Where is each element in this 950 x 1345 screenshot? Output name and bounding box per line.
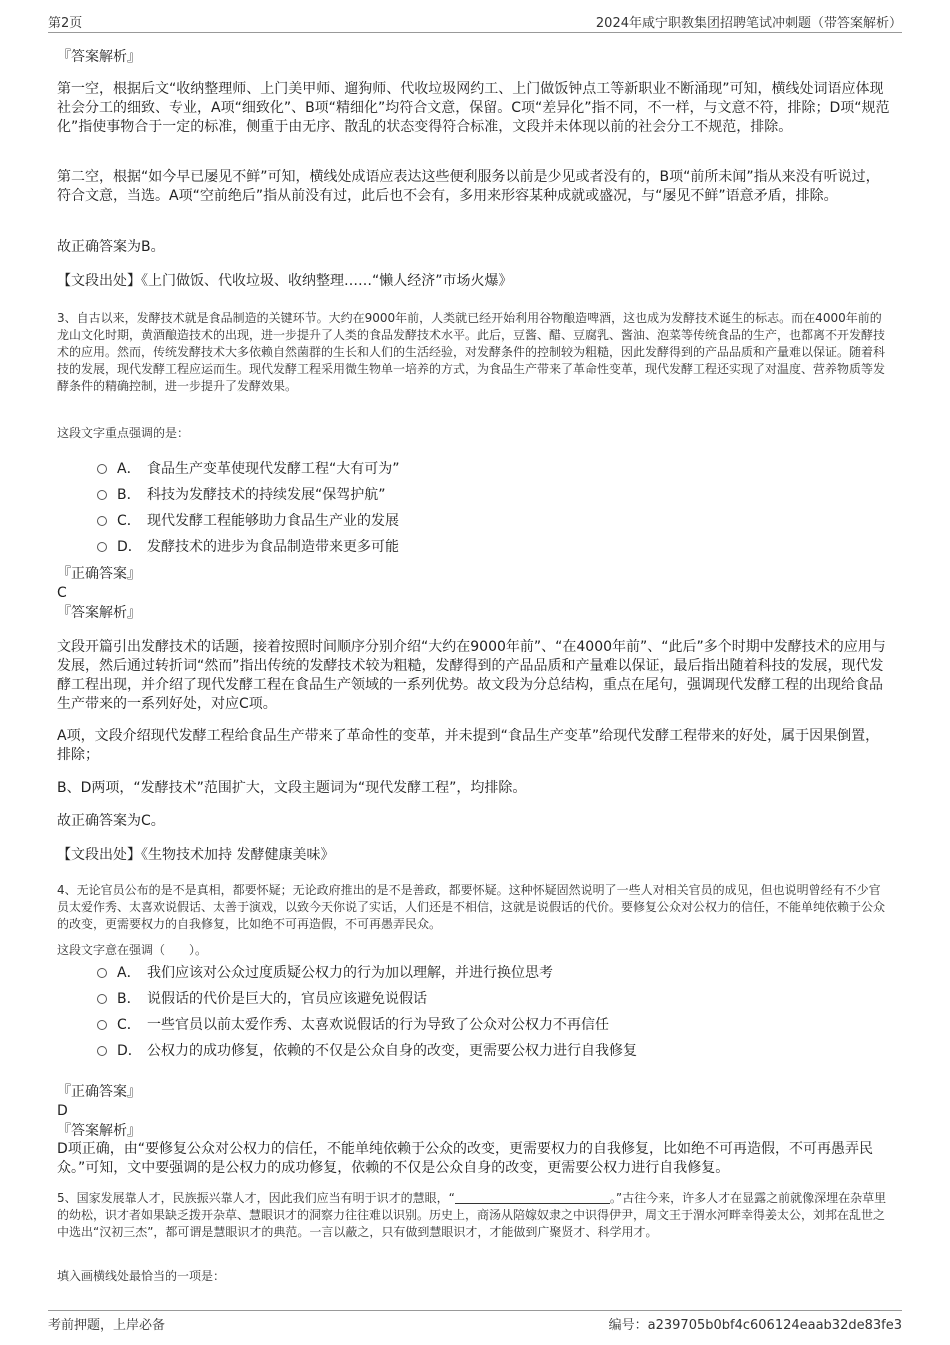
q3-analysis-p2: A项，文段介绍现代发酵工程给食品生产带来了革命性的变革，并未提到“食品生产变革”给现代发酵工程带来的好处，属于因果倒置，排除； (57, 728, 880, 763)
q3-answer: C (57, 585, 67, 601)
radio-icon[interactable] (97, 464, 107, 474)
q2-analysis-p1: 第一空，根据后文“收纳整理师、上门美甲师、遛狗师、代收垃圾网约工、上门做饭钟点工等新职业不断涌现”可知，横线处词语应体现社会分工的细致、专业，A项“细致化”、B项“精细化”均符合文意，保留。C项“差异化”指不同，不一样，与文意不符，排除；D项“规范化”指使事物合于一定的标准，侧重于由无序、散乱的状态变得符合标准，文段并未体现以前的社会分工不规范，排除。 (57, 81, 890, 135)
q3-prompt: 这段文字重点强调的是： (57, 426, 190, 440)
q3-option-a[interactable]: A． 食品生产变革使现代发酵工程“大有可为” (97, 460, 400, 479)
q4-analysis-label: 『答案解析』 (57, 1123, 141, 1139)
header-divider (48, 32, 902, 33)
q4-analysis-p1: D项正确，由“要修复公众对公权力的信任，不能单纯依赖于公众的改变，更需要权力的自我修复，比如绝不可再造假，不可再愚弄民众。”可知，文中要强调的是公权力的成功修复，依赖的不仅是公众自身的改变，更需要公权力进行自我修复。 (57, 1141, 874, 1176)
q3-conclusion: 故正确答案为C。 (57, 813, 165, 829)
radio-icon[interactable] (97, 994, 107, 1004)
document-title: 2024年咸宁职教集团招聘笔试冲刺题（带答案解析） (595, 16, 902, 31)
q3-analysis-p1: 文段开篇引出发酵技术的话题，接着按照时间顺序分别介绍“大约在9000年前”、“在4000年前”、“此后”多个时期中发酵技术的应用与发展，然后通过转折词“然而”指出传统的发酵技术较为粗糙，发酵得到的产品品质和产量难以保证，最后指出随着科技的发展，现代发酵工程出现，并介绍了现代发酵工程在食品生产领域的一系列优势。故文段为分总结构，重点在尾句，强调现代发酵工程的出现给食品生产带来的一系列好处，对应C项。 (57, 639, 886, 712)
page-header (48, 12, 902, 32)
radio-icon[interactable] (97, 968, 107, 978)
q3-option-d[interactable]: D． 发酵技术的进步为食品制造带来更多可能 (97, 538, 399, 557)
q4-answer: D (57, 1103, 68, 1119)
footer-slogan: 考前押题，上岸必备 (48, 1318, 166, 1333)
q2-source: 【文段出处】《上门做饭、代收垃圾、收纳整理……“懒人经济”市场火爆》 (57, 273, 513, 289)
q4-option-c[interactable]: C． 一些官员以前太爱作秀、太喜欢说假话的行为导致了公众对公权力不再信任 (97, 1016, 609, 1035)
document-id: 编号：a239705b0bf4c606124eaab32de83fe3 (608, 1318, 902, 1333)
fill-blank (455, 1191, 610, 1204)
q2-analysis-p2: 第二空，根据“如今早已屡见不鲜”可知，横线处成语应表达这些便利服务以前是少见或者没有的，B项“前所未闻”指从来没有听说过，符合文意，当选。A项“空前绝后”指从前没有过，此后也不会有，多用来形容某种成就或盛况，与“屡见不鲜”语意矛盾，排除。 (57, 169, 880, 204)
radio-icon[interactable] (97, 516, 107, 526)
radio-icon[interactable] (97, 1020, 107, 1030)
q3-source: 【文段出处】《生物技术加持 发酵健康美味》 (57, 847, 335, 863)
q4-option-d[interactable]: D． 公权力的成功修复，依赖的不仅是公众自身的改变，更需要公权力进行自我修复 (97, 1042, 637, 1061)
q5-prompt: 填入画横线处最恰当的一项是： (57, 1269, 226, 1283)
q2-conclusion: 故正确答案为B。 (57, 239, 165, 255)
page-footer (48, 1314, 902, 1334)
q3-answer-label: 『正确答案』 (57, 566, 141, 582)
q2-analysis-label: 『答案解析』 (57, 49, 141, 65)
q3-option-c[interactable]: C． 现代发酵工程能够助力食品生产业的发展 (97, 512, 399, 531)
q5-stem: 5、国家发展靠人才，民族振兴靠人才，因此我们应当有明于识才的慧眼，“ 。”古往今来，许多人才在显露之前就像深埋在杂草里的幼松，识才者如果缺乏拨开杂草、慧眼识才的洞察力往往难以识别。历史上，商汤从陪嫁奴隶之中识得伊尹，周文王于渭水河畔幸得姜太公，刘邦在乱世之中选出“汉初三杰”，都可谓是慧眼识才的典范。一言以蔽之，只有做到慧眼识才，才能做到广聚贤才、科学用才。 (57, 1191, 887, 1239)
q4-stem: 4、无论官员公布的是不是真相，都要怀疑；无论政府推出的是不是善政，都要怀疑。这种怀疑固然说明了一些人对相关官员的成见，但也说明曾经有不少官员太爱作秀、太喜欢说假话、太善于演戏，以致今天你说了实话，人们还是不相信，这就是说假话的代价。要修复公众对公权力的信任，不能单纯依赖于公众的改变，更需要权力的自我修复，比如绝不可再造假，不可再愚弄民众。 (57, 883, 886, 931)
q3-analysis-label: 『答案解析』 (57, 605, 141, 621)
radio-icon[interactable] (97, 1046, 107, 1056)
footer-divider (48, 1310, 902, 1311)
radio-icon[interactable] (97, 490, 107, 500)
q3-option-b[interactable]: B． 科技为发酵技术的持续发展“保驾护航” (97, 486, 386, 505)
q4-answer-label: 『正确答案』 (57, 1084, 141, 1100)
q3-stem: 3、自古以来，发酵技术就是食品制造的关键环节。大约在9000年前，人类就已经开始利用谷物酿造啤酒，这也成为发酵技术诞生的标志。而在4000年前的龙山文化时期，黄酒酿造技术的出现，进一步提升了人类的食品发酵技术水平。此后，豆酱、醋、豆腐乳、酱油、泡菜等传统食品的生产，也都离不开发酵技术的应用。然而，传统发酵技术大多依赖自然菌群的生长和人们的生活经验，对发酵条件的控制较为粗糙，因此发酵得到的产品品质和产量难以保证。随着科技的发展，现代发酵工程应运而生。现代发酵工程采用微生物单一培养的方式，为食品生产带来了革命性变革，现代发酵工程还实现了对温度、营养物质等发酵条件的精确控制，进一步提升了发酵效果。 (57, 311, 886, 393)
q4-option-b[interactable]: B． 说假话的代价是巨大的，官员应该避免说假话 (97, 990, 427, 1009)
q4-prompt: 这段文字意在强调（ ）。 (57, 943, 208, 957)
page-number: 第2页 (48, 16, 83, 31)
q4-option-a[interactable]: A． 我们应该对公众过度质疑公权力的行为加以理解，并进行换位思考 (97, 964, 553, 983)
q3-analysis-p3: B、D两项，“发酵技术”范围扩大，文段主题词为“现代发酵工程”，均排除。 (57, 780, 527, 796)
radio-icon[interactable] (97, 542, 107, 552)
